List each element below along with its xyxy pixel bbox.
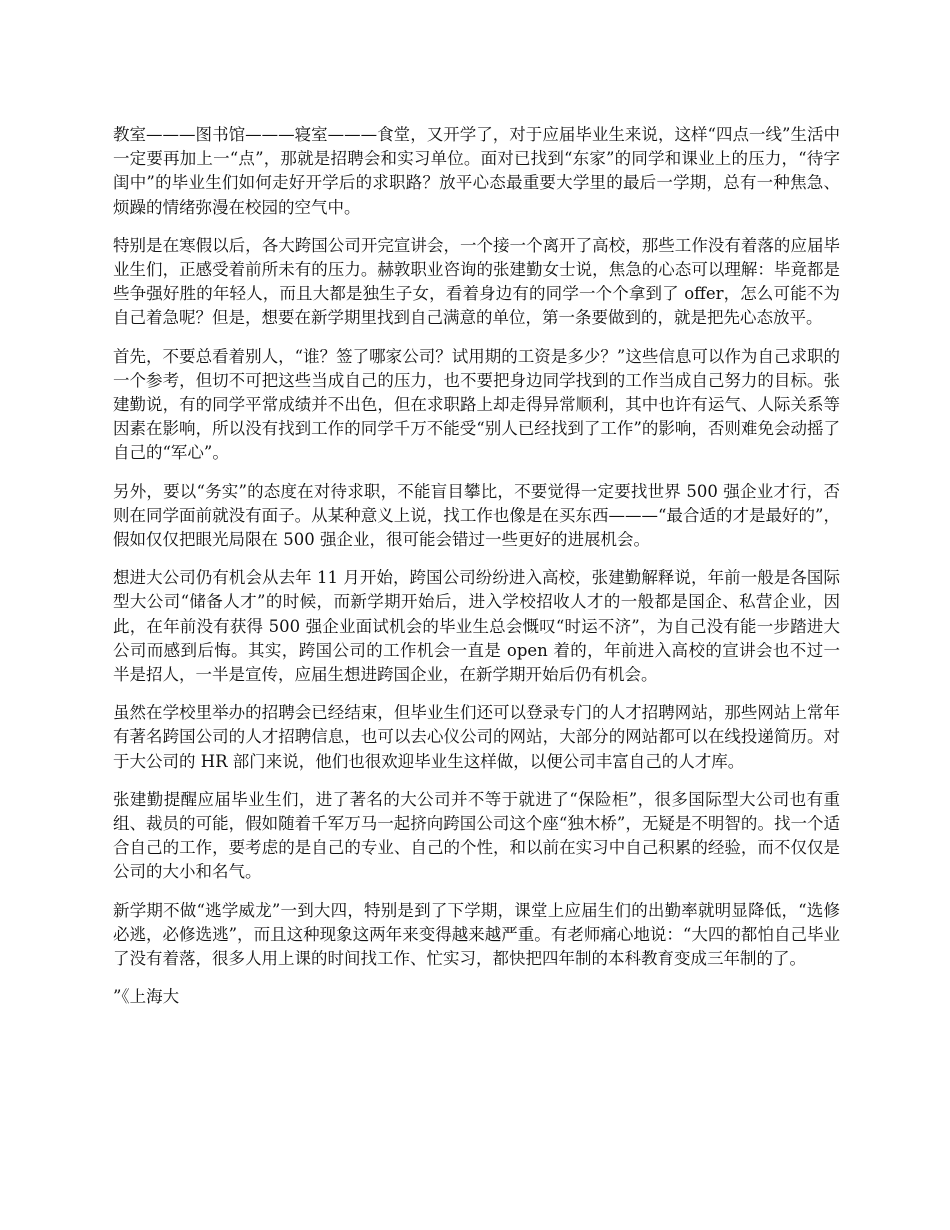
paragraph-6: 虽然在学校里举办的招聘会已经结束，但毕业生们还可以登录专门的人才招聘网站，那些网站上常年有著名跨国公司的人才招聘信息，也可以去心仪公司的网站，大部分的网站都可以在线投递简历。对于大公司的 HR 部门来说，他们也很欢迎毕业生这样做，以便公司丰富自己的人才库。	[113, 703, 840, 771]
paragraph-8: 新学期不做“逃学威龙”一到大四，特别是到了下学期，课堂上应届生们的出勤率就明显降低，“选修必逃，必修选逃”，而且这种现象这两年来变得越来越严重。有老师痛心地说：“大四的都怕自己毕业了没有着落，很多人用上课的时间找工作、忙实习，都快把四年制的本科教育变成三年制的了。	[113, 900, 840, 969]
paragraph-5: 想进大公司仍有机会从去年 11 月开始，跨国公司纷纷进入高校，张建勤解释说，年前一般是各国际型大公司“储备人才”的时候，而新学期开始后，进入学校招收人才的一般都是国企、私营企业，因此，在年前没有获得 500 强企业面试机会的毕业生总会慨叹“时运不济”，为自己没有能一步踏进大公司而感到后悔。其实，跨国公司的工作机会一直是 open 着的，年前进入高校的宣讲会也不过一半是招人，一半是宣传，应届生想进跨国企业，在新学期开始后仍有机会。	[113, 568, 840, 685]
paragraph-4: 另外，要以“务实”的态度在对待求职，不能盲目攀比，不要觉得一定要找世界 500 强企业才行，否则在同学面前就没有面子。从某种意义上说，找工作也像是在买东西———“最合适的才是最好的”，假如仅仅把眼光局限在 500 强企业，很可能会错过一些更好的进展机会。	[113, 481, 840, 550]
paragraph-2: 特别是在寒假以后，各大跨国公司开完宣讲会，一个接一个离开了高校，那些工作没有着落的应届毕业生们，正感受着前所未有的压力。赫敦职业咨询的张建勤女士说，焦急的心态可以理解：毕竟都是些争强好胜的年轻人，而且大都是独生子女，看着身边有的同学一个个拿到了 offer，怎么可能不为自己着急呢？但是，想要在新学期里找到自己满意的单位，第一条要做到的，就是把先心态放平。	[113, 235, 840, 328]
paragraph-1: 教室———图书馆———寝室———食堂，又开学了，对于应届毕业生来说，这样“四点一线”生活中一定要再加上一“点”，那就是招聘会和实习单位。面对已找到“东家”的同学和课业上的压力，“待字闺中”的毕业生们如何走好开学后的求职路？放平心态最重要大学里的最后一学期，总有一种焦急、烦躁的情绪弥漫在校园的空气中。	[113, 125, 840, 217]
document-body	[113, 123, 840, 1024]
paragraph-9: ”《上海大	[113, 987, 180, 1007]
paragraph-3: 首先，不要总看着别人，“谁？签了哪家公司？试用期的工资是多少？”这些信息可以作为自己求职的一个参考，但切不可把这些当成自己的压力，也不要把身边同学找到的工作当成自己努力的目标。张建勤说，有的同学平常成绩并不出色，但在求职路上却走得异常顺利，其中也许有运气、人际关系等因素在影响，所以没有找到工作的同学千万不能受“别人已经找到了工作”的影响，否则难免会动摇了自己的“军心”。	[113, 346, 840, 463]
paragraph-7: 张建勤提醒应届毕业生们，进了著名的大公司并不等于就进了“保险柜”，很多国际型大公司也有重组、裁员的可能，假如随着千军万马一起挤向跨国公司这个座“独木桥”，无疑是不明智的。找一个适合自己的工作，要考虑的是自己的专业、自己的个性，和以前在实习中自己积累的经验，而不仅仅是公司的大小和名气。	[113, 789, 840, 882]
